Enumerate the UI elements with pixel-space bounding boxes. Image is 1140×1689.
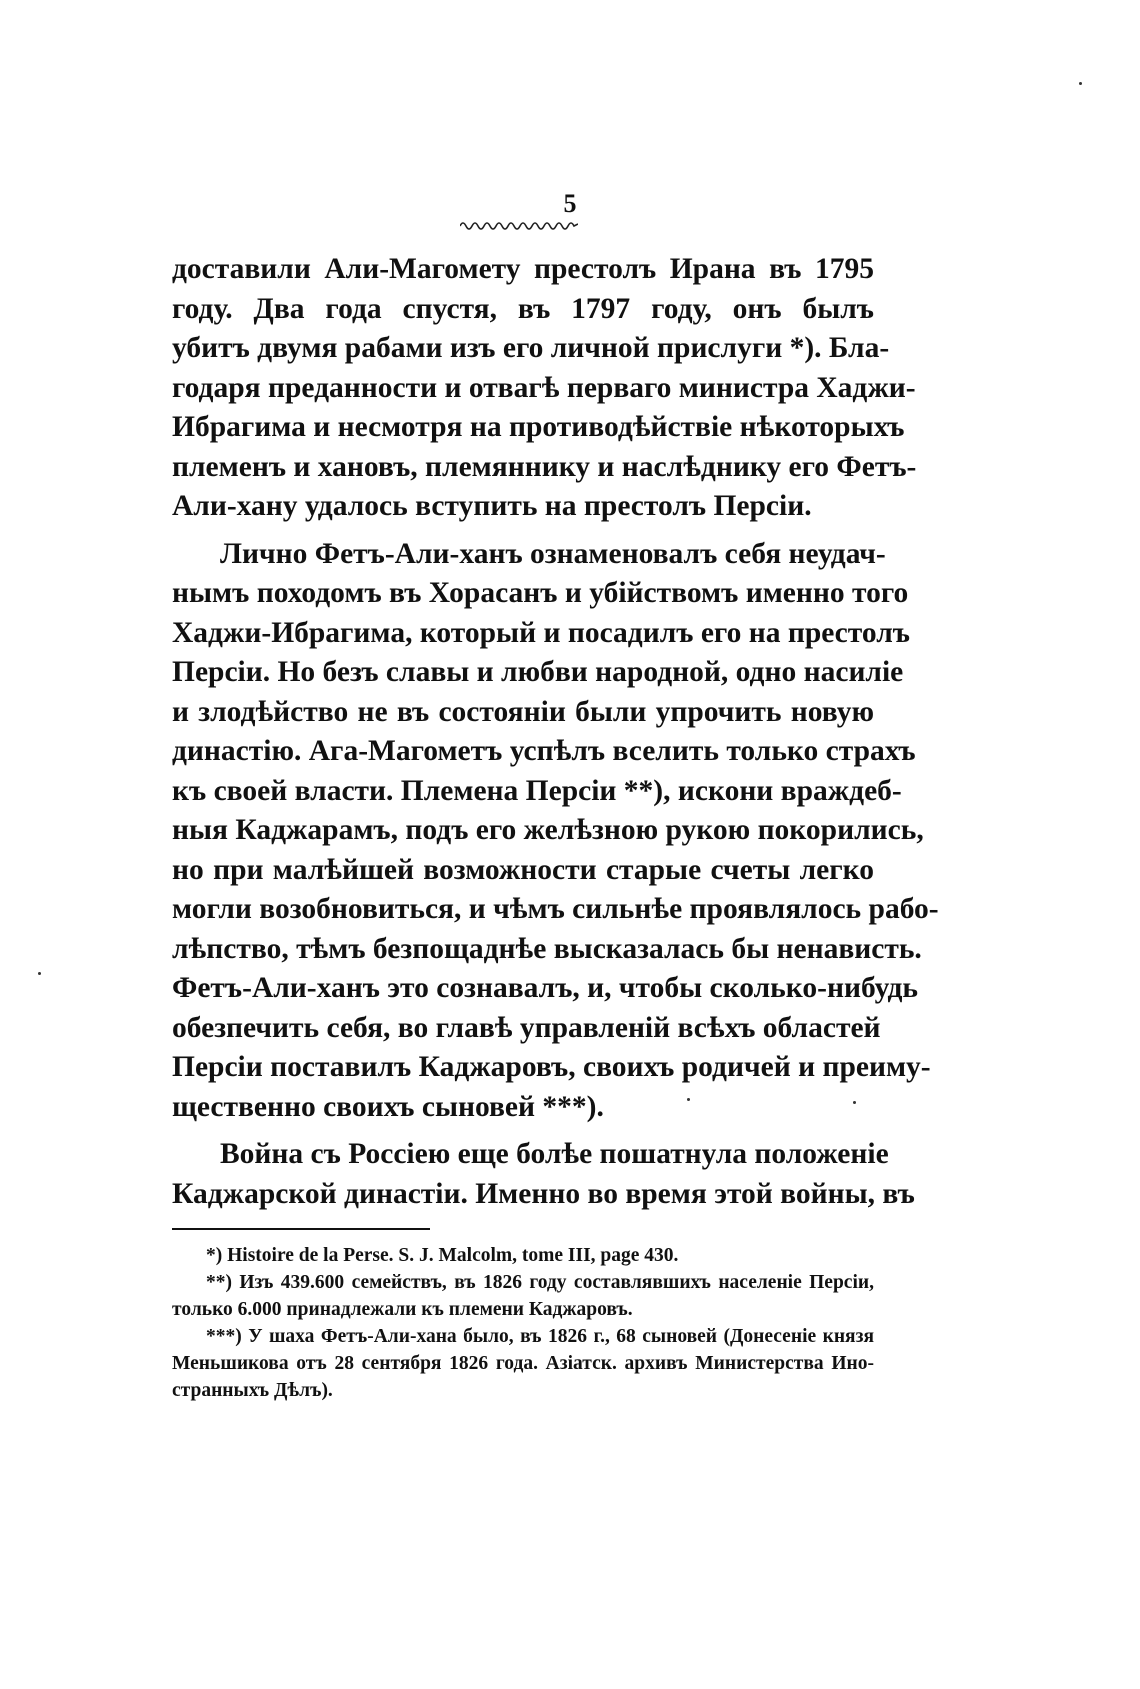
scan-speck	[1079, 82, 1082, 85]
page-number-ornament	[460, 218, 578, 230]
text-line: ныя Каджарамъ, подъ его желѣзною рукою покорились,	[172, 814, 924, 846]
footnote-line: **) Изъ 439.600 семействъ, въ 1826 году составлявшихъ населеніе Персіи,	[206, 1272, 874, 1293]
text-line: могли возобновиться, и чѣмъ сильнѣе проявлялось рабо-	[172, 893, 939, 925]
footnote-line: Меньшикова отъ 28 сентября 1826 года. Азіатск. архивъ Министерства Ино-	[172, 1353, 874, 1374]
paragraph	[172, 535, 939, 1128]
footnote	[172, 1269, 874, 1323]
text-line: Война съ Россіею еще болѣе пошатнула положеніе	[220, 1138, 889, 1170]
text-line: лѣпство, тѣмъ безпощаднѣе высказалась бы ненависть.	[172, 932, 922, 965]
text-line: Фетъ-Али-ханъ это сознавалъ, и, чтобы сколько-нибудь	[172, 972, 918, 1004]
text-line: и злодѣйство не въ состояніи были упрочить новую	[172, 695, 874, 728]
footnote-rule	[172, 1228, 430, 1230]
text-line: но при малѣйшей возможности старые счеты легко	[172, 853, 874, 886]
text-line: нымъ походомъ въ Хорасанъ и убійствомъ именно того	[172, 577, 909, 609]
footnote-line: ***) У шаха Фетъ-Али-хана было, въ 1826 г., 68 сыновей (Донесеніе князя	[206, 1326, 874, 1347]
text-line: Али-хану удалось вступить на престолъ Персіи.	[172, 490, 812, 522]
text-line: династію. Ага-Магометъ успѣлъ вселить только страхъ	[172, 735, 916, 767]
text-line: Ибрагима и несмотря на противодѣйствіе нѣкоторыхъ	[172, 411, 905, 443]
text-line: убитъ двумя рабами изъ его личной прислуги *). Бла-	[172, 332, 890, 364]
text-line: къ своей власти. Племена Персіи **), искони враждеб-	[172, 774, 902, 807]
text-line: Лично Фетъ-Али-ханъ ознаменовалъ себя неудач-	[220, 537, 886, 570]
text-line: Каджарской династіи. Именно во время этой войны, въ	[172, 1177, 915, 1210]
page-number: 5	[563, 189, 577, 218]
footnote-line: странныхъ Дѣлъ).	[172, 1380, 333, 1401]
text-line: щественно своихъ сыновей ***).	[172, 1090, 604, 1123]
footnote-line: только 6.000 принадлежали къ племени Каджаровъ.	[172, 1299, 633, 1320]
footnote-line: *) Histoire de la Perse. S. J. Malcolm, tome III, page 430.	[206, 1245, 679, 1266]
text-line: племенъ и хановъ, племяннику и наслѣднику его Фетъ-	[172, 450, 917, 483]
scan-speck	[687, 1098, 690, 1101]
footnote	[172, 1323, 874, 1404]
text-line: доставили Али-Магомету престолъ Ирана въ 1795	[172, 253, 874, 285]
paragraph	[172, 1135, 915, 1214]
text-line: году. Два года спустя, въ 1797 году, онъ былъ	[172, 292, 874, 325]
text-line: Персіи поставилъ Каджаровъ, своихъ родичей и преиму-	[172, 1051, 931, 1083]
footnote	[172, 1242, 874, 1269]
scan-speck	[38, 972, 41, 975]
body-text	[172, 250, 939, 1214]
text-line: Персіи. Но безъ славы и любви народной, одно насиліе	[172, 656, 904, 688]
text-line: обезпечить себя, во главѣ управленій всѣхъ областей	[172, 1011, 881, 1044]
text-line: Хаджи-Ибрагима, который и посадилъ его на престолъ	[172, 616, 910, 649]
paragraph	[172, 250, 917, 527]
footnotes	[172, 1242, 874, 1404]
scan-speck	[853, 1101, 856, 1104]
text-line: годаря преданности и отвагѣ перваго министра Хаджи-	[172, 371, 916, 404]
